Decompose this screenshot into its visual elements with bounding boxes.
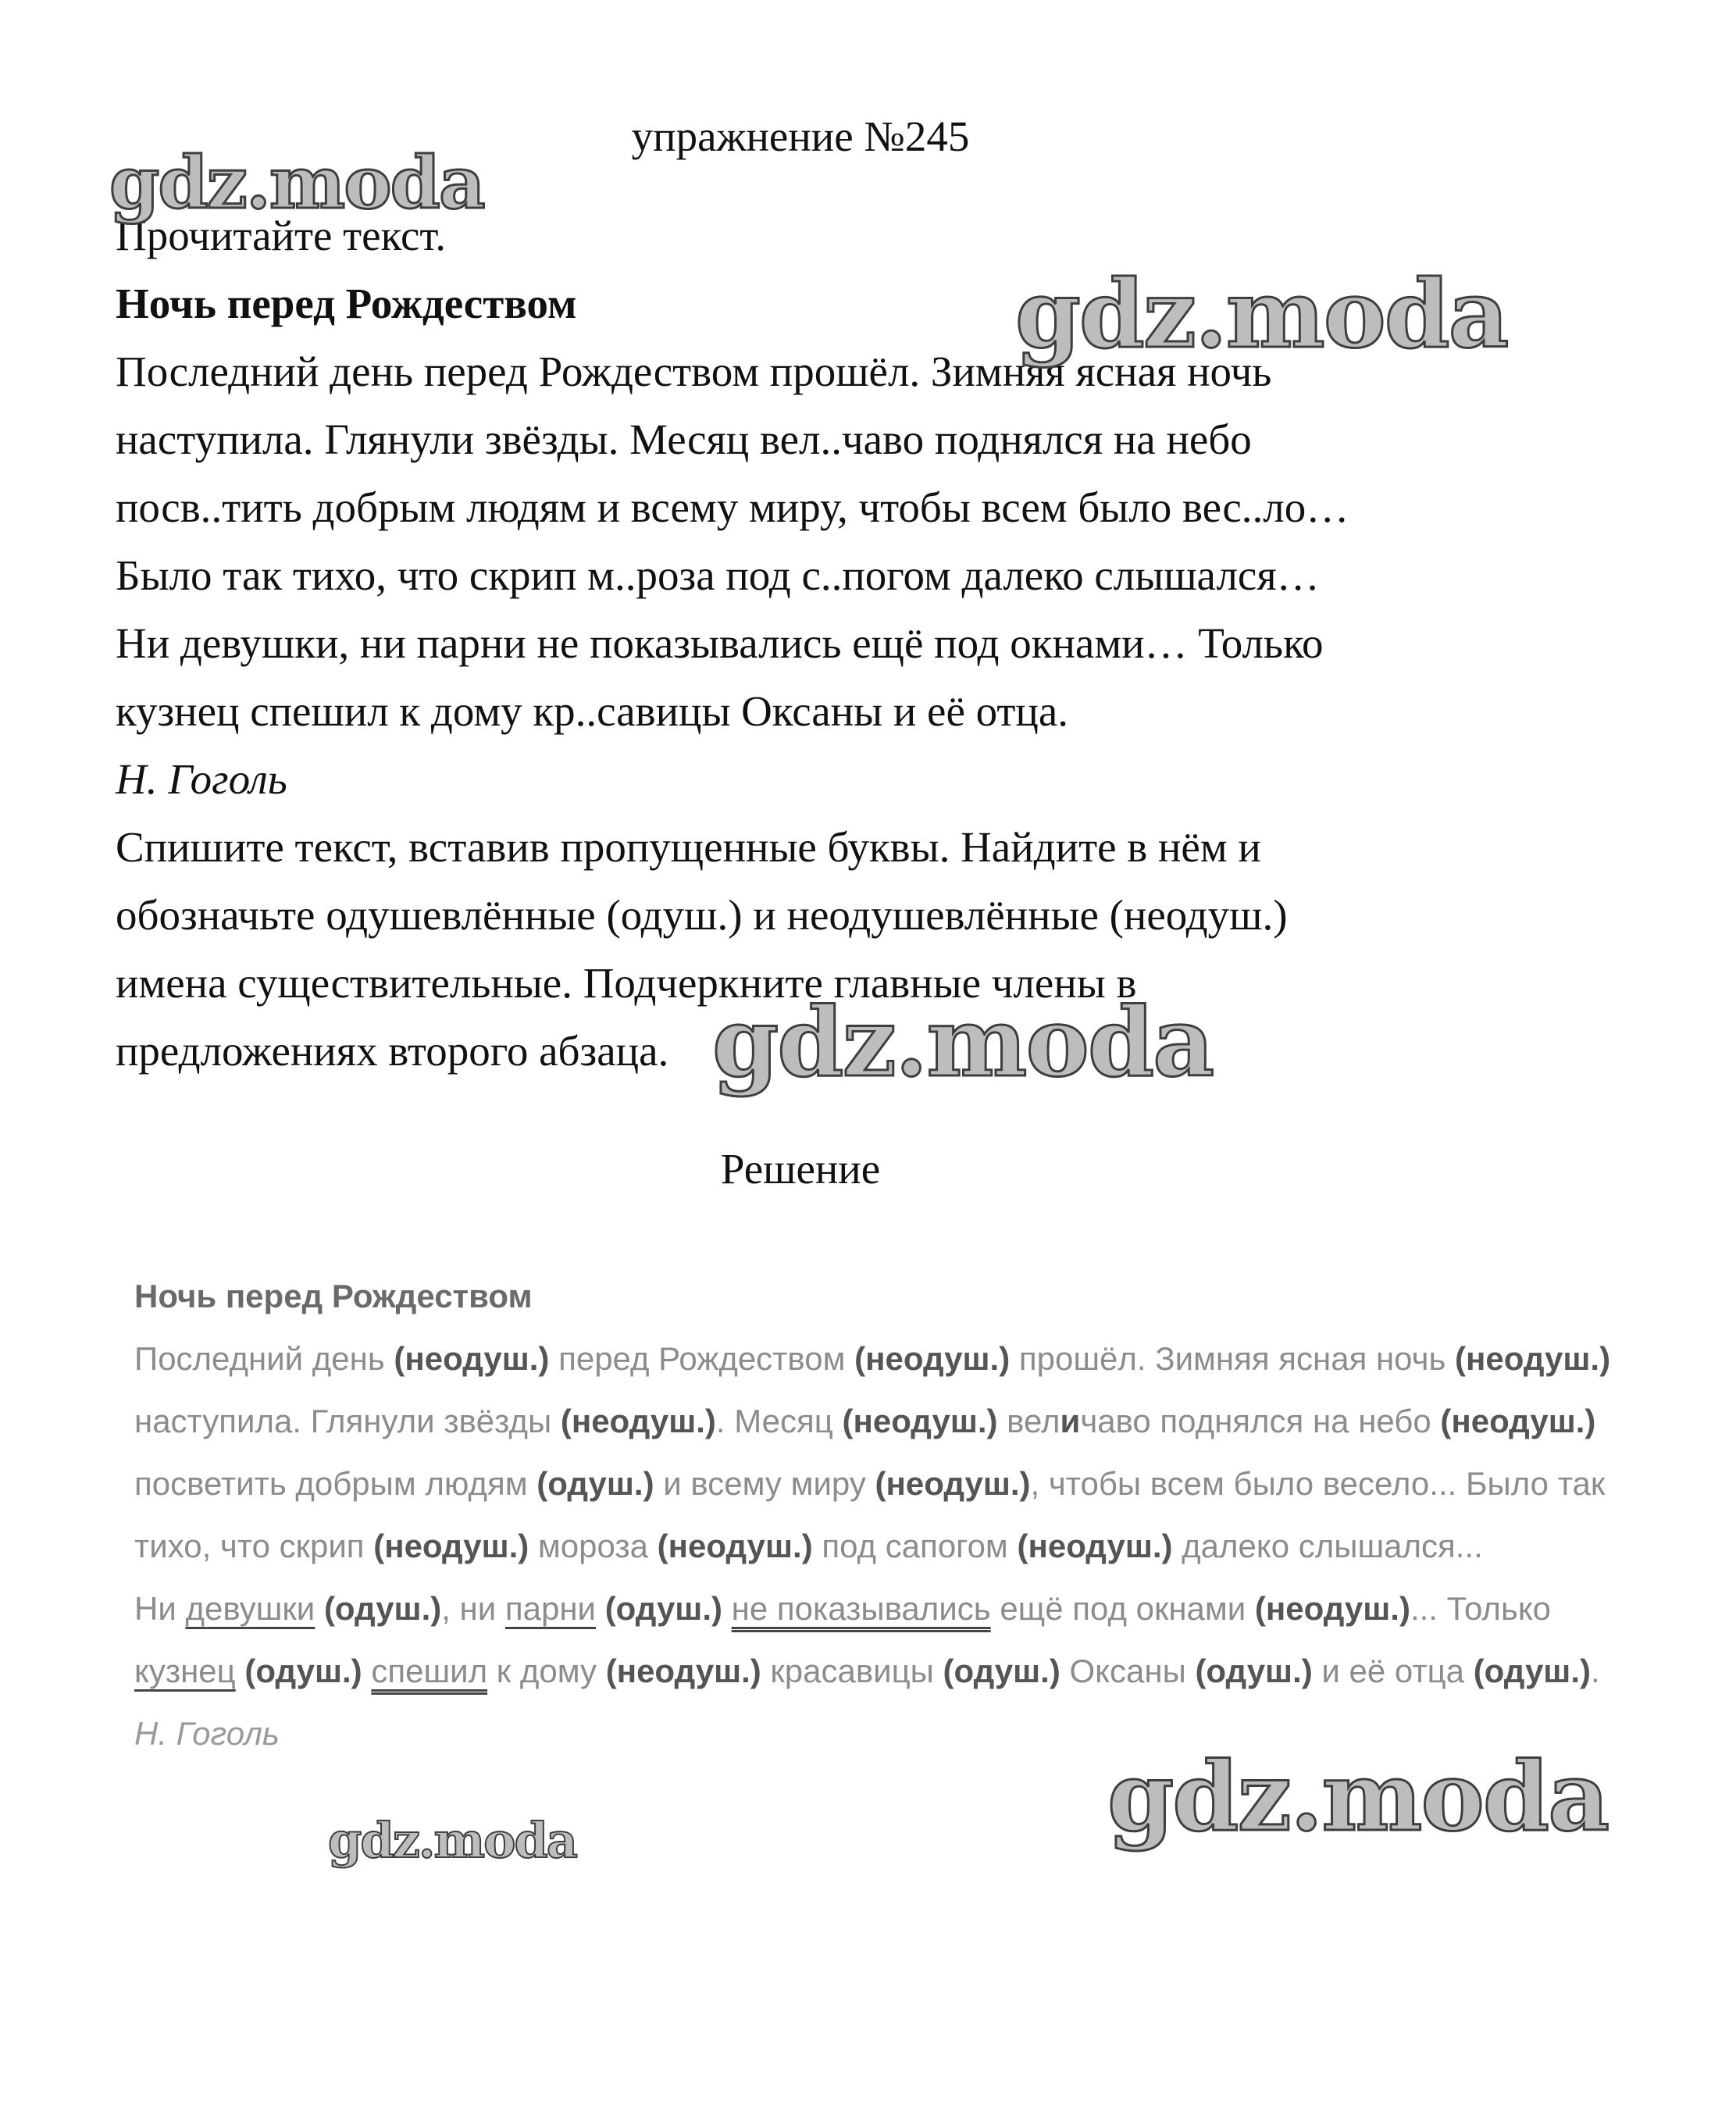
watermark-logo: gdz.moda (1107, 1740, 1609, 1853)
text-line: наступила. Глянули звёзды. Месяц вел..чаво поднялся на небо (116, 415, 1252, 463)
text-line: Последний день перед Рождеством прошёл. Зимняя ясная ночь (116, 348, 1272, 395)
inanimate-tag: (неодуш.) (1254, 1590, 1410, 1627)
text-line: кузнец спешил к дому кр..савицы Оксаны и её отца. (116, 687, 1069, 735)
subject-underline: кузнец (134, 1653, 236, 1689)
animate-tag: (одуш.) (604, 1590, 722, 1627)
animate-tag: (одуш.) (1473, 1653, 1591, 1689)
inanimate-tag: (неодуш.) (373, 1528, 529, 1564)
solution-author: Н. Гоголь (134, 1715, 280, 1752)
watermark-logo: gdz.moda (109, 141, 484, 225)
text-line: Ни девушки, ни парни не показывались ещё под окнами… Только (116, 619, 1324, 667)
inanimate-tag: (неодуш.) (1455, 1340, 1611, 1377)
animate-tag: (одуш.) (536, 1465, 654, 1502)
watermark-logo: gdz.moda (712, 986, 1214, 1098)
assignment-line: предложениях второго абзаца. (116, 1027, 669, 1075)
text-line: посв..тить добрым людям и всему миру, чтобы всем было вес..ло… (116, 483, 1349, 531)
inanimate-tag: (неодуш.) (1017, 1528, 1173, 1564)
assignment-line: Спишите текст, вставив пропущенные буквы. Найдите в нём и (116, 823, 1261, 871)
text-title: Ночь перед Рождеством (116, 280, 577, 327)
animate-tag: (одуш.) (244, 1653, 362, 1689)
animate-tag: (одуш.) (943, 1653, 1060, 1689)
solution-answer (134, 1265, 1618, 1765)
animate-tag: (одуш.) (1195, 1653, 1313, 1689)
solution-title: Ночь перед Рождеством (134, 1278, 533, 1314)
animate-tag: (одуш.) (323, 1590, 442, 1627)
inanimate-tag: (неодуш.) (394, 1340, 550, 1377)
solution-paragraph-2: Ни девушки (одуш.), ни парни (одуш.) не показывались ещё под окнами (неодуш.)... Только кузнец (одуш.) спешил к дому (неодуш.) красавицы (одуш.) Оксаны (одуш.) и её отца (одуш.). (134, 1590, 1600, 1689)
inanimate-tag: (неодуш.) (560, 1403, 716, 1439)
solution-label: Решение (720, 1145, 881, 1193)
solution-paragraph-1: Последний день (неодуш.) перед Рождеством (неодуш.) прошёл. Зимняя ясная ночь (неодуш.) наступила. Глянули звёзды (неодуш.). Месяц (неодуш.) величаво поднялся на небо (неодуш.) посветить добрым людям (одуш.) и всему миру (неодуш.), чтобы всем было весело... Было так тихо, что скрип (неодуш.) мороза (неодуш.) под сапогом (неодуш.) далеко слышался... (134, 1340, 1611, 1564)
inanimate-tag: (неодуш.) (875, 1465, 1031, 1502)
text-line: Было так тихо, что скрип м..роза под с..погом далеко слышался… (116, 551, 1320, 599)
assignment-line: имена существительные. Подчеркните главные члены в (116, 959, 1137, 1007)
text-author: Н. Гоголь (116, 755, 287, 803)
exercise-title: упражнение №245 (631, 112, 970, 160)
predicate-underline: спешил (371, 1653, 488, 1689)
inanimate-tag: (неодуш.) (1440, 1403, 1596, 1439)
task-instruction: Прочитайте текст. (116, 212, 447, 259)
watermark-logo: gdz.moda (328, 1812, 576, 1869)
inserted-letter: и (1060, 1403, 1081, 1439)
inanimate-tag: (неодуш.) (605, 1653, 761, 1689)
assignment-line: обозначьте одушевлённые (одуш.) и неодушевлённые (неодуш.) (116, 891, 1288, 939)
watermark-logo: gdz.moda (1015, 259, 1508, 369)
inanimate-tag: (неодуш.) (854, 1340, 1011, 1377)
predicate-underline: не показывались (731, 1590, 991, 1627)
subject-underline: парни (504, 1590, 597, 1627)
inanimate-tag: (неодуш.) (842, 1403, 998, 1439)
subject-underline: девушки (185, 1590, 315, 1627)
inanimate-tag: (неодуш.) (657, 1528, 813, 1564)
